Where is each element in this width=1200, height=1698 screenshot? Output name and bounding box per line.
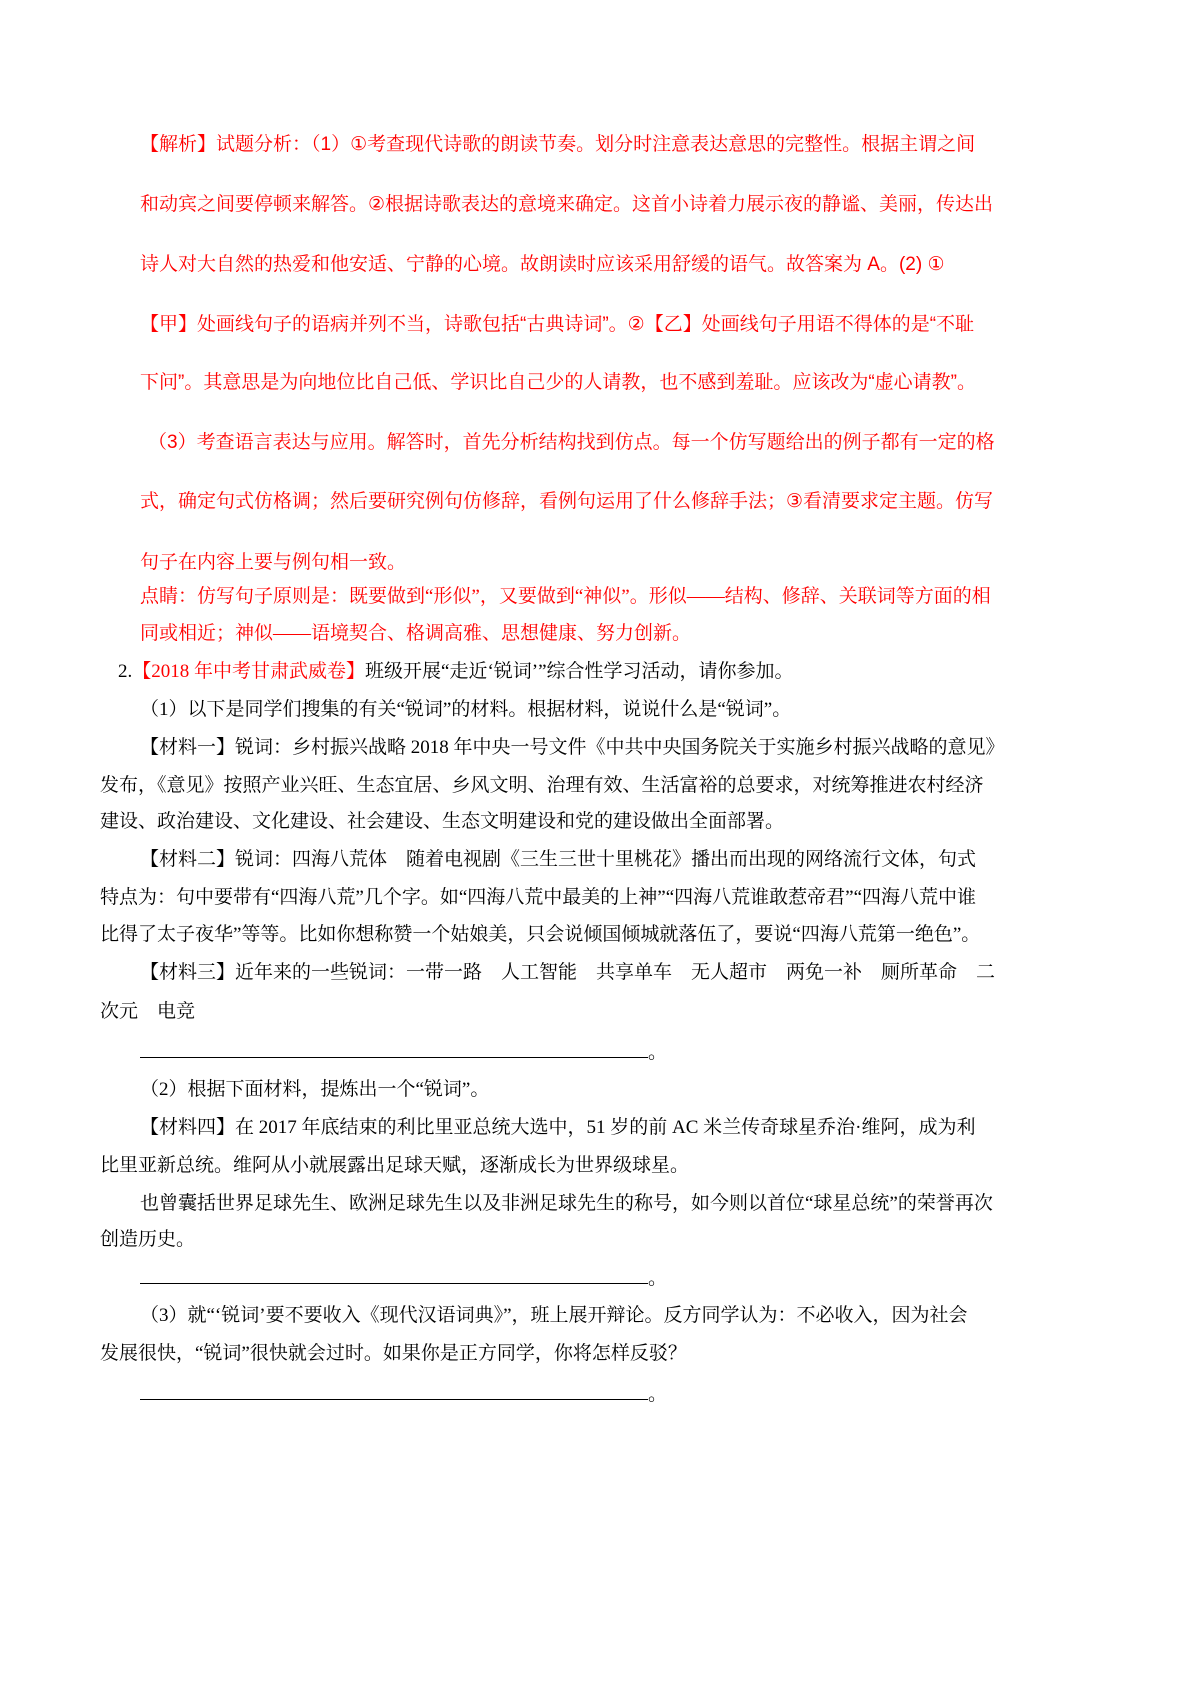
material4-line: 比里亚新总统。维阿从小就展露出足球天赋，逐渐成长为世界级球星。 xyxy=(100,1155,690,1176)
part3-prompt: 发展很快，“锐词”很快就会过时。如果你是正方同学，你将怎样反驳？ xyxy=(100,1343,687,1364)
part3-answer-blank[interactable] xyxy=(140,1382,667,1406)
material4-line: 创造历史。 xyxy=(100,1229,196,1250)
analysis-line: （3）考查语言表达与应用。解答时，首先分析结构找到仿点。每一个仿写题给出的例子都有一定的格 xyxy=(148,432,995,453)
analysis-line: 式，确定句式仿格调；然后要研究例句仿修辞，看例句运用了什么修辞手法；③看清要求定主题。仿写 xyxy=(140,491,994,512)
question-source: 【2018 年中考甘肃武威卷】 xyxy=(132,661,366,682)
tip-line: 点睛：仿写句子原则是：既要做到“形似”，又要做到“神似”。形似——结构、修辞、关联词等方面的相 xyxy=(140,586,991,607)
answer-underline[interactable] xyxy=(140,1382,648,1400)
question-heading xyxy=(118,660,794,684)
part1-prompt: （1）以下是同学们搜集的有关“锐词”的材料。根据材料，说说什么是“锐词”。 xyxy=(140,699,792,720)
material1-line: 建设、政治建设、文化建设、社会建设、生态文明建设和党的建设做出全面部署。 xyxy=(100,811,785,832)
material3-line: 【材料三】近年来的一些锐词：一带一路 人工智能 共享单车 无人超市 两免一补 厕所革命 二 xyxy=(140,962,996,983)
material1-line: 【材料一】锐词：乡村振兴战略 2018 年中央一号文件《中共中央国务院关于实施乡村振兴战略的意见》 xyxy=(140,737,1005,758)
answer-period: 。 xyxy=(648,1384,668,1405)
part1-answer-blank[interactable] xyxy=(140,1040,667,1064)
material4-line: 也曾囊括世界足球先生、欧洲足球先生以及非洲足球先生的称号，如今则以首位“球星总统”的荣誉再次 xyxy=(140,1193,993,1214)
part2-prompt: （2）根据下面材料，提炼出一个“锐词”。 xyxy=(140,1079,490,1100)
material2-line: 特点为：句中要带有“四海八荒”几个字。如“四海八荒中最美的上神”“四海八荒谁敢惹帝君”“四海八荒中谁 xyxy=(100,887,977,908)
analysis-line: 句子在内容上要与例句相一致。 xyxy=(140,552,407,573)
analysis-line: 和动宾之间要停顿来解答。②根据诗歌表达的意境来确定。这首小诗着力展示夜的静谧、美丽，传达出 xyxy=(140,194,994,215)
material3-line: 次元 电竞 xyxy=(100,1001,196,1022)
analysis-line: 诗人对大自然的热爱和他安适、宁静的心境。故朗读时应该采用舒缓的语气。故答案为 A。(2) ① xyxy=(140,254,945,275)
material2-line: 【材料二】锐词：四海八荒体 随着电视剧《三生三世十里桃花》播出而出现的网络流行文体，句式 xyxy=(140,849,977,870)
analysis-line: 下问”。其意思是为向地位比自己低、学识比自己少的人请教，也不感到羞耻。应该改为“虚心请教”。 xyxy=(140,372,976,393)
material4-line: 【材料四】在 2017 年底结束的利比里亚总统大选中，51 岁的前 AC 米兰传奇球星乔治·维阿，成为利 xyxy=(140,1117,976,1138)
tip-line: 同或相近；神似——语境契合、格调高雅、思想健康、努力创新。 xyxy=(140,623,692,644)
part3-prompt: （3）就“‘锐词’要不要收入《现代汉语词典》”，班上展开辩论。反方同学认为：不必收入，因为社会 xyxy=(140,1305,968,1326)
analysis-line: 【解析】试题分析：（1）①考查现代诗歌的朗读节奏。划分时注意表达意思的完整性。根据主谓之间 xyxy=(140,134,976,155)
answer-period: 。 xyxy=(648,1268,668,1289)
question-prompt: 班级开展“走近‘锐词’”综合性学习活动，请你参加。 xyxy=(365,661,794,682)
answer-period: 。 xyxy=(648,1042,668,1063)
analysis-line: 【甲】处画线句子的语病并列不当，诗歌包括“古典诗词”。②【乙】处画线句子用语不得体的是“不耻 xyxy=(140,314,975,335)
material1-line: 发布，《意见》按照产业兴旺、生态宜居、乡风文明、治理有效、生活富裕的总要求，对统筹推进农村经济 xyxy=(100,775,984,796)
question-number: 2. xyxy=(118,661,133,682)
answer-underline[interactable] xyxy=(140,1040,648,1058)
material2-line: 比得了太子夜华”等等。比如你想称赞一个姑娘美，只会说倾国倾城就落伍了，要说“四海八荒第一绝色”。 xyxy=(100,924,981,945)
part2-answer-blank[interactable] xyxy=(140,1266,667,1290)
answer-underline[interactable] xyxy=(140,1266,648,1284)
